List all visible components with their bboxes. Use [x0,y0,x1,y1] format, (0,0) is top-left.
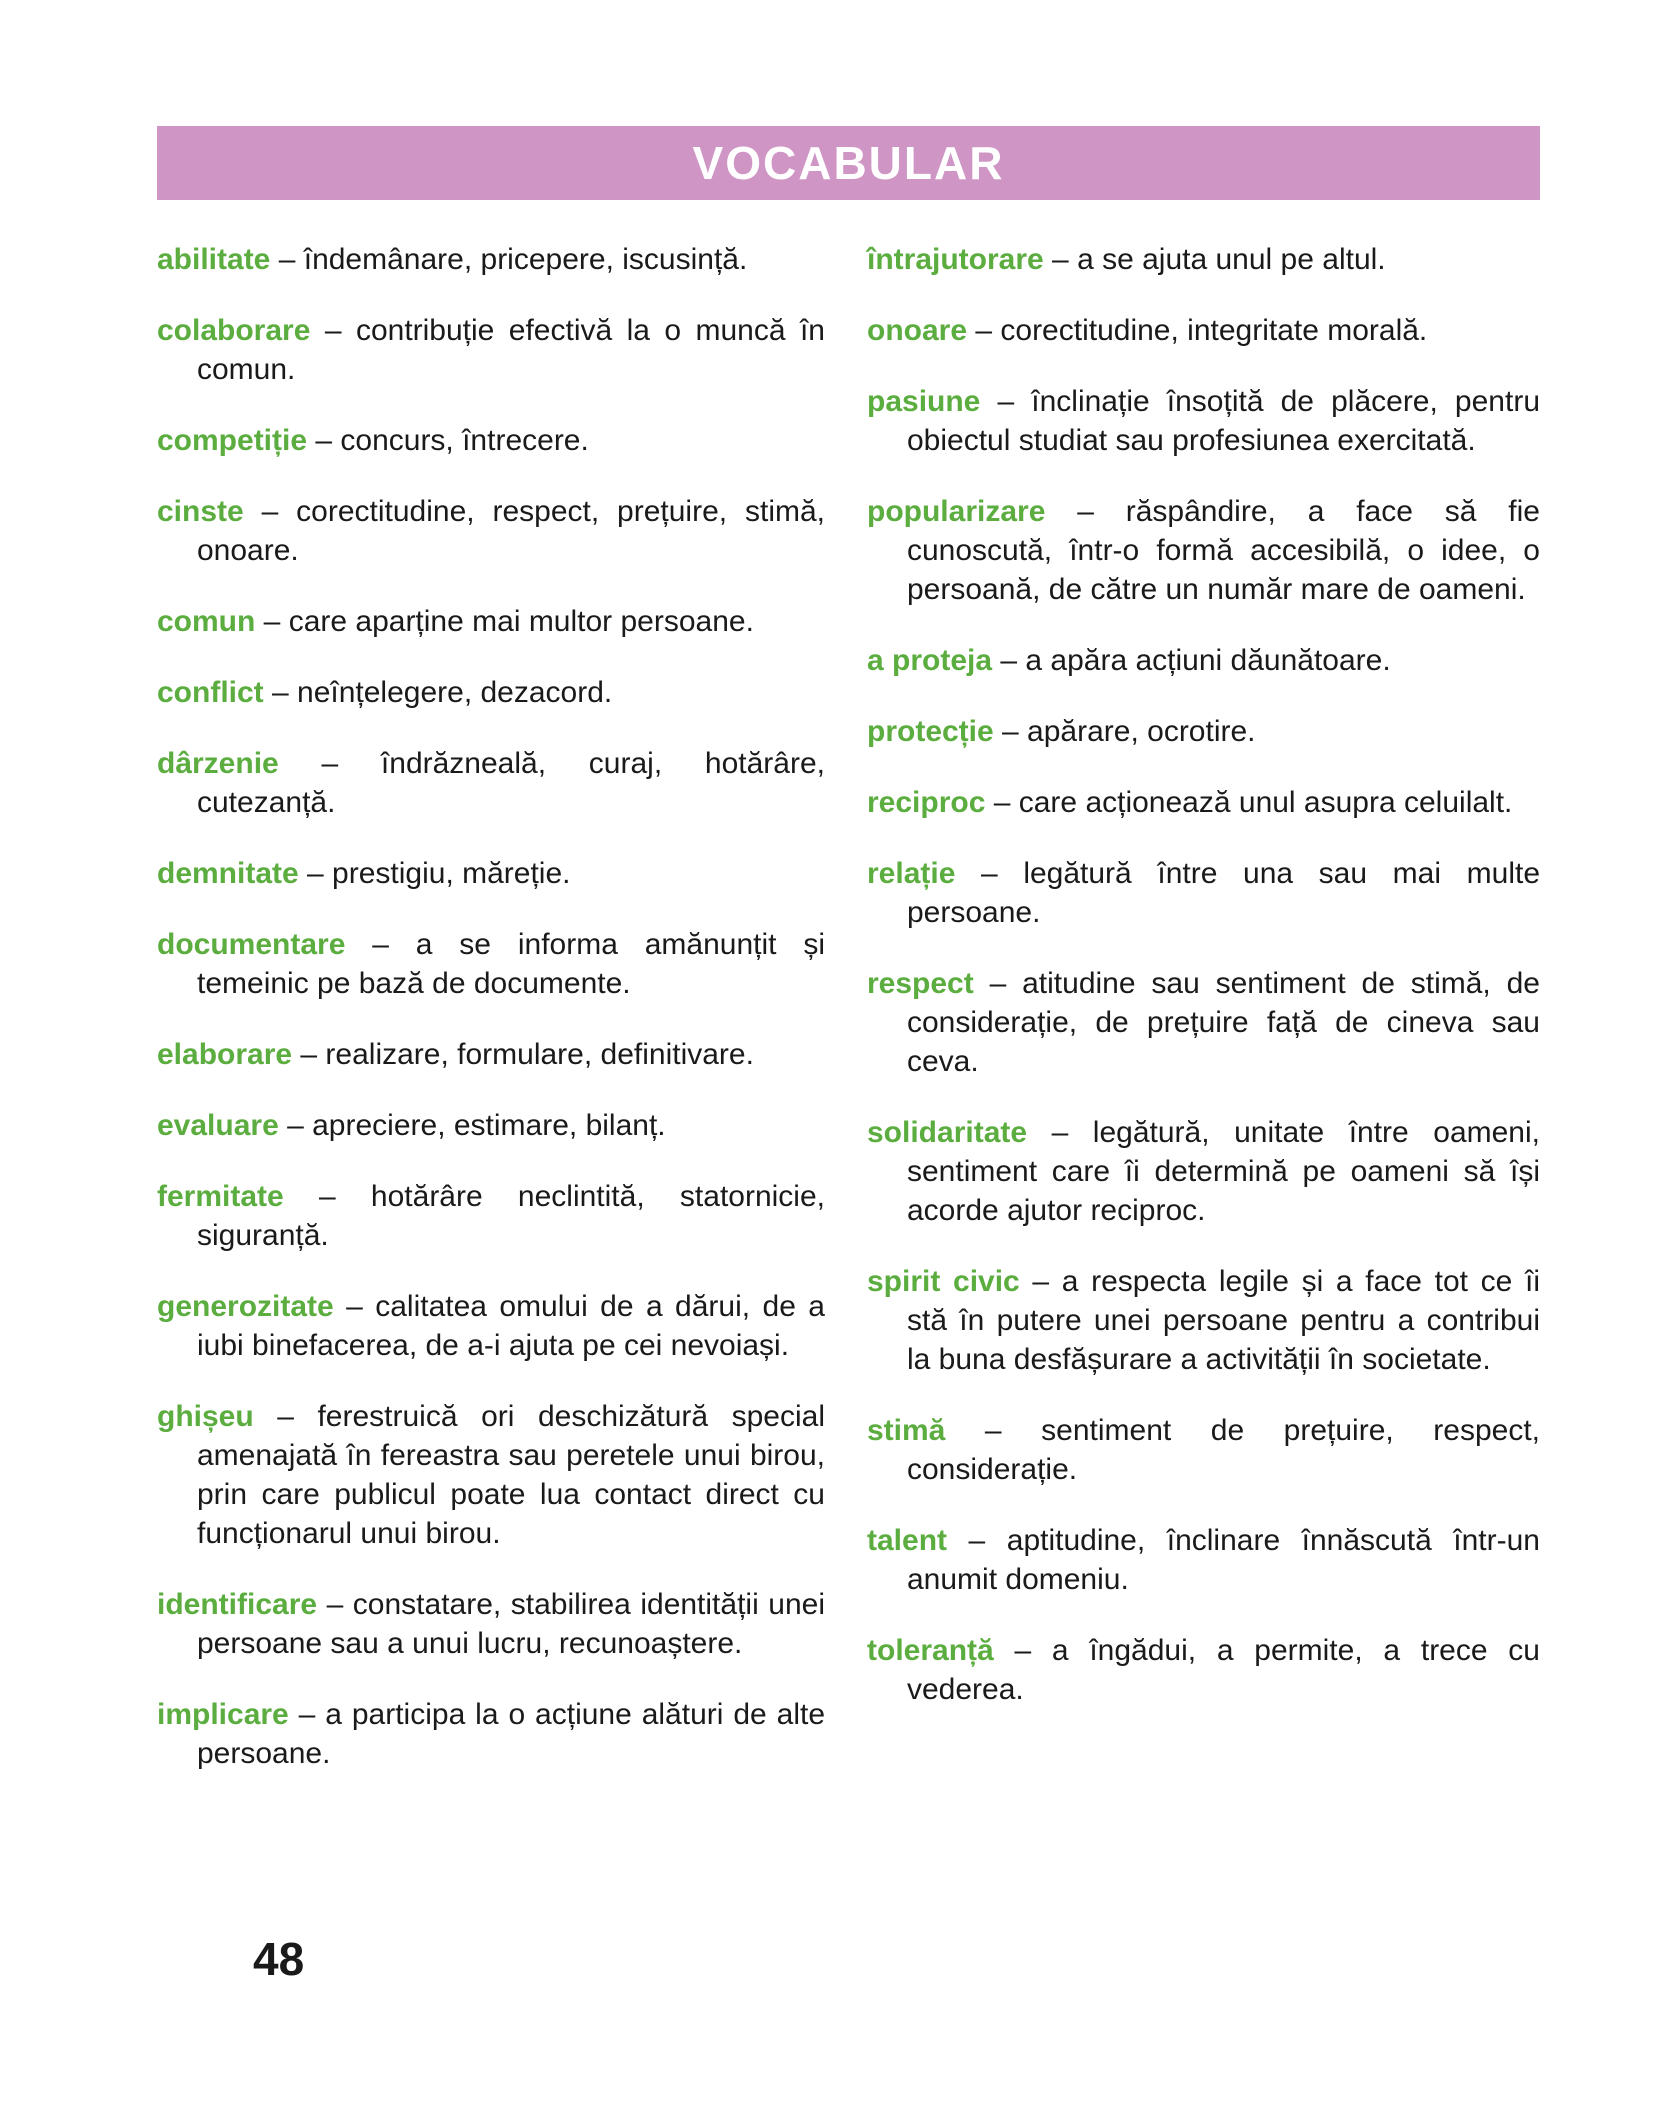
entry-term: ghișeu [157,1400,254,1433]
entry-term: pasiune [867,385,981,418]
vocabulary-entry [157,925,825,1003]
vocabulary-entry [867,1113,1540,1230]
vocabulary-entry [867,964,1540,1081]
vocabulary-entry [157,673,825,712]
entry-term: întrajutorare [867,243,1044,276]
vocabulary-entry [157,1035,825,1074]
vocabulary-entry [867,712,1540,751]
entry-definition: – a respecta legile și a face tot ce îi stă în putere unei persoane pentru a contribui la buna desfășurare a activității în societate. [907,1265,1540,1376]
entry-term: solidaritate [867,1116,1028,1149]
entry-definition: – realizare, formulare, definitivare. [292,1038,754,1071]
entry-definition: – hotărâre neclintită, statornicie, siguranță. [197,1180,825,1252]
entry-definition: – îndrăzneală, curaj, hotărâre, cutezanță. [197,747,825,819]
entry-definition: – îndemânare, pricepere, iscusință. [270,243,748,276]
entry-term: evaluare [157,1109,279,1142]
entry-definition: – apărare, ocrotire. [993,715,1256,748]
entry-definition: – atitudine sau sentiment de stimă, de considerație, de prețuire față de cineva sau ceva. [907,967,1540,1078]
entry-term: reciproc [867,786,986,819]
entry-definition: – legătură între una sau mai multe persoane. [907,857,1540,929]
vocabulary-entry [867,854,1540,932]
entry-definition: – înclinație însoțită de plăcere, pentru obiectul studiat sau profesiunea exercitată. [907,385,1540,457]
vocabulary-entry [867,783,1540,822]
entry-definition: – contribuție efectivă la o muncă în comun. [197,314,825,386]
entry-term: stimă [867,1414,946,1447]
entry-definition: – neînțelegere, dezacord. [263,676,613,709]
entry-definition: – a îngădui, a permite, a trece cu vederea. [907,1634,1540,1706]
section-header-bar [157,126,1540,200]
entry-definition: – răspândire, a face să fie cunoscută, într-o formă accesibilă, o idee, o persoană, de către un număr mare de oameni. [907,495,1540,606]
entry-term: respect [867,967,974,1000]
entry-term: comun [157,605,256,638]
vocabulary-entry [157,1585,825,1663]
entry-definition: – constatare, stabilirea identității unei persoane sau a unui lucru, recunoaștere. [197,1588,825,1660]
vocabulary-entry [157,240,825,279]
entry-term: abilitate [157,243,271,276]
entry-definition: – concurs, întrecere. [307,424,589,457]
entry-term: demnitate [157,857,299,890]
entry-definition: – a participa la o acțiune alături de alte persoane. [197,1698,825,1770]
vocabulary-entry [867,382,1540,460]
entry-term: popularizare [867,495,1046,528]
entry-definition: – aptitudine, înclinare înnăscută într-un anumit domeniu. [907,1524,1540,1596]
vocabulary-entry [157,421,825,460]
entry-term: generozitate [157,1290,334,1323]
entry-term: cinste [157,495,244,528]
vocabulary-entry [867,1411,1540,1489]
section-title: VOCABULAR [692,137,1005,189]
vocabulary-entry [157,1177,825,1255]
vocabulary-entry [157,1695,825,1773]
entry-definition: – care aparține mai multor persoane. [255,605,754,638]
page-number: 48 [253,1933,305,1985]
entry-term: dârzenie [157,747,279,780]
entry-term: implicare [157,1698,289,1731]
vocabulary-entry [157,854,825,893]
vocabulary-entry [867,1262,1540,1379]
vocabulary-entry [867,311,1540,350]
vocabulary-entry [867,641,1540,680]
vocabulary-entry [867,492,1540,609]
vocabulary-entry [157,492,825,570]
vocabulary-entry [157,311,825,389]
entry-definition: – apreciere, estimare, bilanț. [278,1109,666,1142]
vocabulary-entry [157,1397,825,1553]
entry-definition: – prestigiu, măreție. [298,857,571,890]
entry-term: spirit civic [867,1265,1020,1298]
entry-term: a proteja [867,644,993,677]
entry-definition: – corectitudine, integritate morală. [967,314,1428,347]
entry-term: colaborare [157,314,311,347]
vocabulary-entry [867,240,1540,279]
entry-term: onoare [867,314,968,347]
vocabulary-entry [157,602,825,641]
entry-definition: – calitatea omului de a dărui, de a iubi binefacerea, de a-i ajuta pe cei nevoiași. [197,1290,825,1362]
entry-definition: – a se informa amănunțit și temeinic pe bază de documente. [197,928,825,1000]
entry-definition: – corectitudine, respect, prețuire, stimă, onoare. [197,495,825,567]
entry-term: competiție [157,424,308,457]
entry-term: identificare [157,1588,318,1621]
entry-definition: – sentiment de prețuire, respect, considerație. [907,1414,1540,1486]
entry-term: documentare [157,928,346,961]
vocabulary-column-right [867,240,1540,1741]
entry-term: toleranță [867,1634,994,1667]
vocabulary-column-left [157,240,825,1805]
entry-definition: – a se ajuta unul pe altul. [1043,243,1386,276]
vocabulary-entry [867,1631,1540,1709]
vocabulary-entry [157,1287,825,1365]
entry-term: talent [867,1524,948,1557]
entry-term: protecție [867,715,994,748]
entry-definition: – legătură, unitate între oameni, sentiment care îi determină pe oameni să își acorde ajutor reciproc. [907,1116,1540,1227]
entry-definition: – ferestruică ori deschizătură special amenajată în fereastra sau peretele unui birou, prin care publicul poate lua contact direct cu funcționarul unui birou. [197,1400,825,1550]
vocabulary-entry [867,1521,1540,1599]
entry-definition: – a apăra acțiuni dăunătoare. [992,644,1391,677]
vocabulary-entry [157,744,825,822]
entry-term: relație [867,857,956,890]
entry-term: fermitate [157,1180,284,1213]
entry-definition: – care acționează unul asupra celuilalt. [985,786,1513,819]
vocabulary-entry [157,1106,825,1145]
entry-term: conflict [157,676,264,709]
entry-term: elaborare [157,1038,293,1071]
